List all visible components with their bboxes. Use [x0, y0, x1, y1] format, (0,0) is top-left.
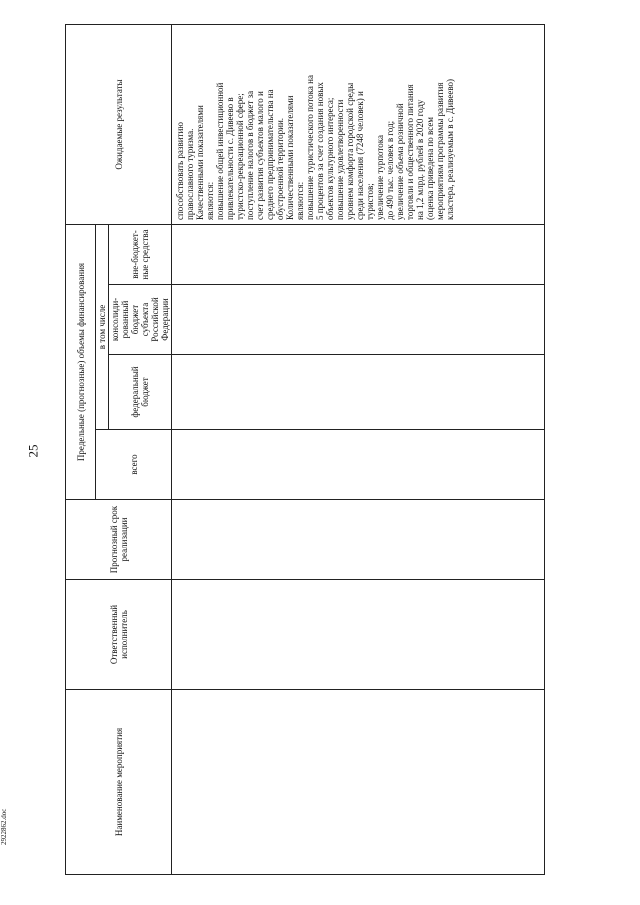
header-federal: федеральный бюджет: [109, 355, 172, 430]
activity-table: [65, 24, 545, 875]
document-code: 2922862.doc: [0, 808, 8, 845]
cell-term: [172, 500, 545, 580]
header-regional: консолиди-рованный бюджет субъекта Российской Федерации: [109, 285, 172, 355]
results-line: способствовать развитию: [175, 122, 185, 220]
cell-activity: [172, 690, 545, 875]
results-line: среднего предпринимательства на: [265, 89, 275, 220]
results-line: торговли и общественного питания: [405, 84, 415, 220]
results-line: объектов культурного интереса;: [325, 97, 335, 220]
page-number: 25: [25, 444, 41, 458]
results-line: 5 процентов за счет создания новых: [315, 82, 325, 220]
header-term: Прогнозный срок реализации: [66, 500, 172, 580]
results-line: являются:: [205, 181, 215, 220]
results-line: повышение туристического потока на: [305, 75, 315, 220]
results-line: мероприятиям программы развития: [435, 82, 445, 220]
results-line: (оценка приведена по всем: [425, 116, 435, 220]
cell-executor: [172, 580, 545, 690]
results-line: туристов;: [365, 183, 375, 220]
results-line: Количественными показателями: [285, 95, 295, 220]
header-activity: Наименование мероприятия: [66, 690, 172, 875]
rotated-table-container: [65, 25, 550, 875]
results-line: уровнем комфорта городской среды: [345, 82, 355, 220]
results-line: повышение удовлетворенности: [335, 99, 345, 220]
results-line: на 1,2 млрд. рублей в 2020 году: [415, 99, 425, 220]
results-line: туристско-рекреационной сфере;: [235, 93, 245, 220]
results-line: счет развития субъектов малого и: [255, 91, 265, 220]
cell-regional: [172, 285, 545, 355]
results-line: до 490 тыс. человек в год;: [385, 120, 395, 220]
header-financing: Предельные (прогнозные) объемы финансирования: [66, 225, 96, 500]
results-line: обустроенной территории.: [275, 117, 285, 220]
results-text: [175, 29, 455, 220]
results-line: увеличение объема розничной: [395, 103, 405, 220]
cell-results: [172, 25, 545, 225]
results-line: привлекательности с. Дивеево в: [225, 97, 235, 220]
cell-total: [172, 430, 545, 500]
results-line: увеличение турпотока: [375, 135, 385, 220]
header-executor: Ответственный исполнитель: [66, 580, 172, 690]
cell-federal: [172, 355, 545, 430]
results-line: православного туризма.: [185, 128, 195, 220]
header-results: Ожидаемые результаты: [66, 25, 172, 225]
header-extra: вне-бюджет-ные средства: [109, 225, 172, 285]
header-total: всего: [96, 430, 172, 500]
results-line: среди населения (7248 человек) и: [355, 91, 365, 220]
cell-extra: [172, 225, 545, 285]
results-line: поступление налогов в бюджет за: [245, 90, 255, 220]
results-line: являются:: [295, 181, 305, 220]
results-line: Качественными показателями: [195, 105, 205, 220]
results-line: повышение общей инвестиционной: [215, 82, 225, 220]
header-including: в том числе: [96, 225, 109, 430]
results-line: кластера, реализуемым в с. Дивеево): [445, 78, 455, 220]
